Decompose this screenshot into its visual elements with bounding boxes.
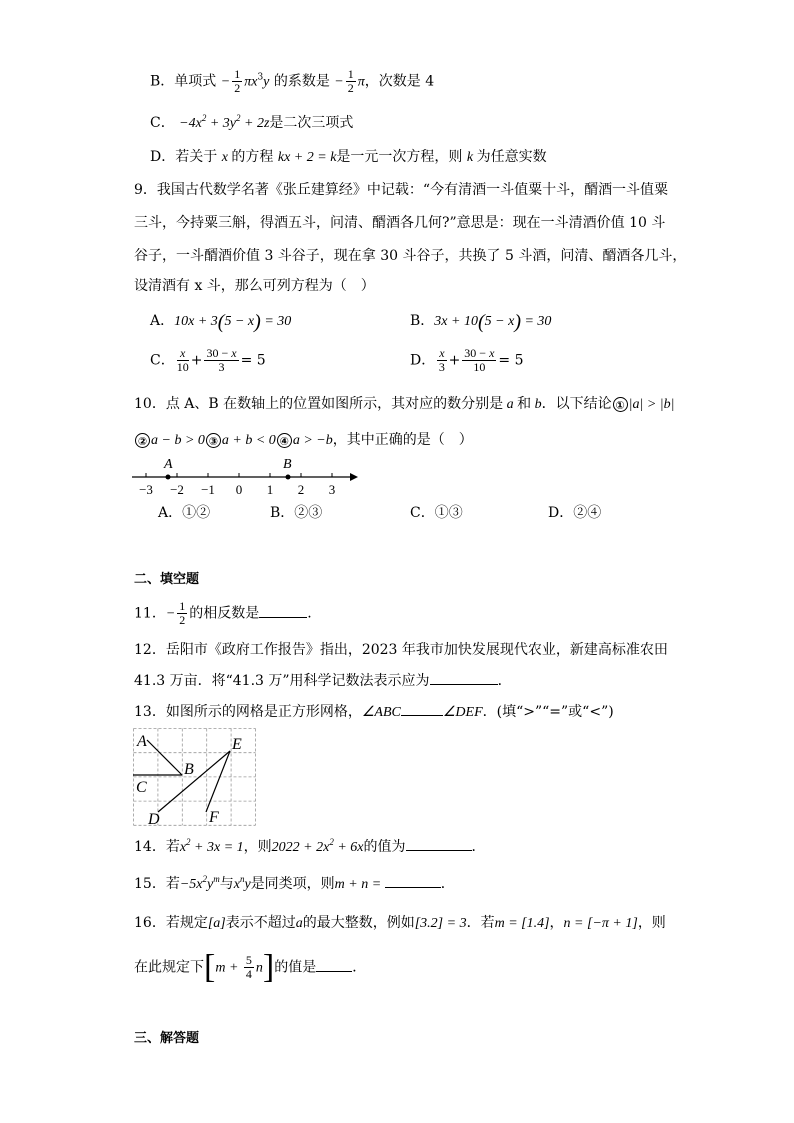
number-line-figure: [130, 455, 370, 497]
q9-line-4: 设清酒有 x 斗，那么可列方程为（ ）: [134, 278, 375, 294]
grid-label-a: A: [137, 733, 147, 750]
q8-option-b: B．单项式 − $\frac{1}{2}$ $\pi x^3y$ 的系数是 − $\frac{1}{2}$ π，次数是 4: [150, 67, 435, 95]
section-3-title: 三、解答题: [134, 1031, 200, 1046]
q11: 11．− $\frac{1}{2}$ 的相反数是 .: [134, 599, 312, 627]
segment-ab: [147, 740, 182, 775]
point-b-dot: [286, 475, 291, 480]
q12-line-1: 12．岳阳市《政府工作报告》指出，2023 年我市加快发展现代农业，新建高标准农田: [134, 642, 668, 658]
grid-label-f: F: [209, 809, 219, 826]
q9-line-1: 9．我国古代数学名著《张丘建算经》中记载：“今有清酒一斗值粟十斗，醑酒一斗值粟: [134, 182, 669, 198]
number-line-tick-label: 1: [266, 482, 274, 497]
q12-line-2: 41.3 万亩．将“41.3 万”用科学记数法表示应为 ．: [134, 670, 512, 691]
q16-line-1: 16．若规定[a]表示不超过a的最大整数，例如[3.2] = 3．若m = [1.4]，n = [−π + 1]，则: [134, 915, 666, 931]
q16-line-2: 在此规定下[m + $\frac{5}{4}$ n]的值是 ．: [134, 948, 367, 986]
point-a-dot: [166, 475, 171, 480]
q14-answer-blank[interactable]: [406, 836, 472, 851]
q9-option-d: D． $\frac{x}{3}$ + $\frac{30 - x}{10}$ = 5: [410, 346, 524, 374]
number-line-tick-label: −3: [139, 482, 153, 497]
q16-answer-blank[interactable]: [316, 957, 352, 972]
fraction-one-half: $\frac{1}{2}$: [347, 67, 354, 95]
segment-ef: [206, 751, 230, 812]
grid-label-e: E: [232, 736, 242, 753]
square-grid-figure: [133, 728, 259, 826]
q8-option-d: D．若关于 x 的方程 kx + 2 = k是一元一次方程，则 k 为任意实数: [150, 149, 547, 165]
q11-answer-blank[interactable]: [259, 603, 307, 618]
q10-line-1: 10．点 A、B 在数轴上的位置如图所示，其对应的数分别是 a 和 b．以下结论 ① |a| > |b|: [134, 396, 675, 412]
segment-de: [158, 751, 230, 812]
q10-option-a: A．①②: [158, 505, 211, 521]
number-line-arrow: [350, 473, 358, 481]
q10-option-d: D．②④: [548, 505, 602, 521]
q9-option-b: B．3x + 10(5 − x) = 30: [410, 310, 552, 333]
q13: 13．如图所示的网格是正方形网格，∠ABC ∠DEF．(填“>”“=”或“<”): [134, 701, 614, 723]
q10-line-2: ② a − b > 0 ③ a + b < 0 ④ a > −b，其中正确的是（ ）: [134, 430, 473, 451]
q14: 14．若$x^2 + 3x = 1$，则$2022 + 2x^2 + 6x$的值为 ．: [134, 837, 486, 855]
q12-answer-blank[interactable]: [430, 670, 498, 685]
q10-option-c: C．①③: [410, 505, 463, 521]
q13-answer-blank[interactable]: [401, 701, 443, 716]
q15-answer-blank[interactable]: [385, 873, 441, 888]
number-line-tick-label: 3: [328, 482, 336, 497]
grid-label-c: C: [136, 779, 147, 796]
q9-option-a: A．10x + 3(5 − x) = 30: [150, 310, 292, 333]
q9-option-c: C． $\frac{x}{10}$ + $\frac{30 - x}{3}$ = 5: [150, 346, 266, 374]
q10-option-b: B．②③: [270, 505, 323, 521]
number-line-tick-label: 0: [235, 482, 243, 497]
number-line-tick-label: 2: [297, 482, 305, 497]
q9-line-2: 三斗，今持粟三斛，得酒五斗，问清、醑酒各几何?”意思是：现在一斗清酒价值 10 斗: [134, 215, 666, 231]
q8-option-c: C． $-4x^2 + 3y^2 + 2z$是二次三项式: [150, 113, 354, 131]
q15: 15．若$-5x^2y^m$与$x^ny$是同类项，则m + n = ．: [134, 874, 455, 892]
point-a-label: A: [164, 457, 173, 472]
point-b-label: B: [283, 457, 292, 472]
section-2-title: 二、填空题: [134, 572, 200, 587]
grid-label-d: D: [148, 811, 160, 826]
fraction-one-half: $\frac{1}{2}$: [234, 67, 241, 95]
q9-line-3: 谷子，一斗醑酒价值 3 斗谷子，现在拿 30 斗谷子，共换了 5 斗酒，问清、醑酒各几斗，: [134, 248, 687, 264]
number-line-tick-label: −1: [201, 482, 215, 497]
number-line-tick-label: −2: [170, 482, 184, 497]
grid-label-b: B: [184, 761, 194, 778]
